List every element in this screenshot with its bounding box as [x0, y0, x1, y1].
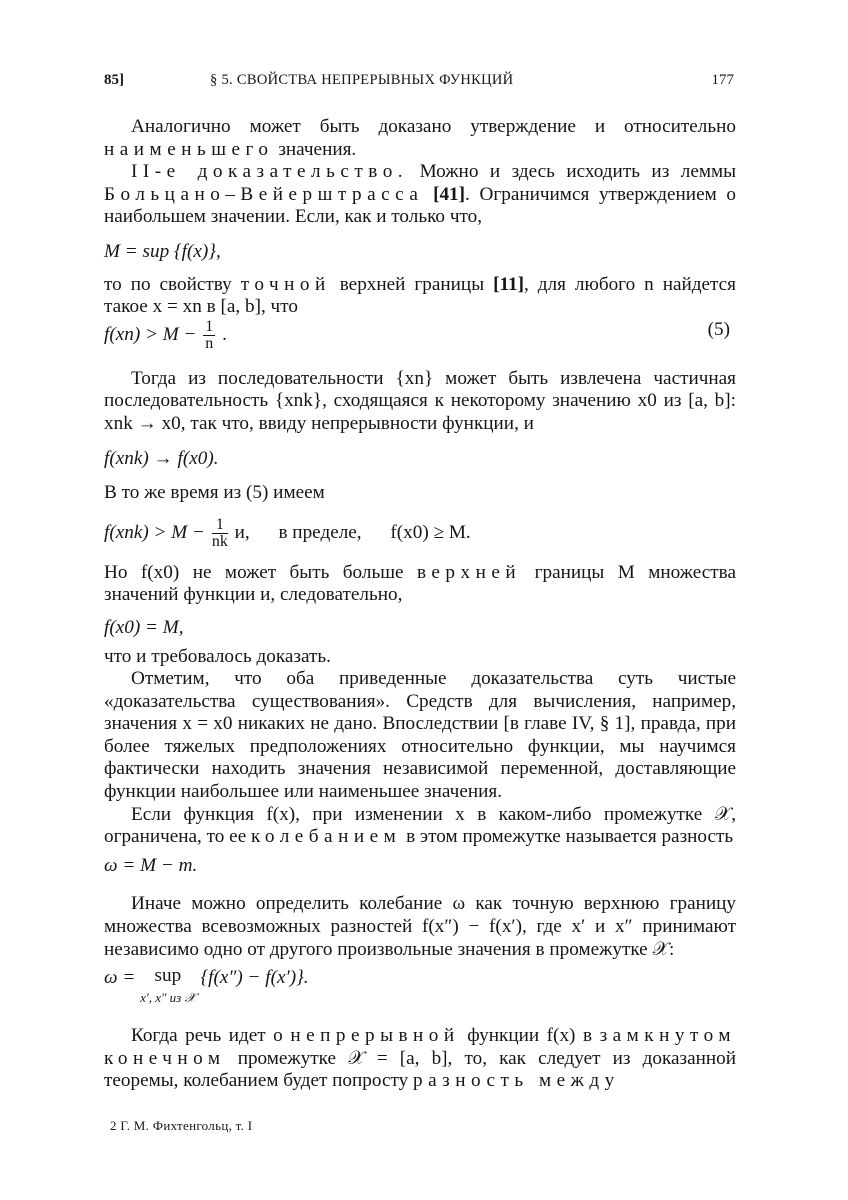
paragraph-6	[104, 562, 736, 607]
eq3-text: f(xnk) → f(x0).	[104, 447, 219, 469]
p6-text: Но f(x0) не может быть больше	[104, 561, 404, 583]
sup-operator	[140, 967, 196, 1007]
p1-text: Аналогично может быть доказано утверждение и относительно	[131, 116, 736, 137]
p3-text: то по свойству	[104, 273, 232, 295]
reference-11: [11]	[493, 273, 524, 295]
p2-text-b: . Ограничимся утверждением о наибольшем значении. Если, как и только что,	[104, 183, 736, 228]
reference-41: [41]	[433, 183, 466, 205]
paragraph-1	[104, 116, 736, 161]
equation-oscillation	[104, 855, 736, 878]
p3-text-b: верхней границы	[339, 273, 485, 295]
signature-footnote: 2 Г. М. Фихтенгольц, т. I	[110, 1118, 253, 1133]
paragraph-10: Иначе можно определить колебание ω как точную верхнюю границу множества всевозможных разностей f(x″) − f(x′), где x′ и x″ принимают независимо одно от другого произвольные значения в промежутке 𝒳:	[104, 893, 736, 960]
fraction-1-over-n	[203, 319, 215, 352]
eq7-under: x′, x″ из 𝒳	[140, 990, 196, 1006]
paragraph-8: Отметим, что оба приведенные доказательства суть чистые «доказательства существования». Средств для вычисления, например, значения x = x0 никаких не дано. Впоследствии [в главе IV, § 1], правда, при более тяжелых предположениях относительно функции, мы научимся фактически находить значения независимой переменной, доставляющие функции наибольшее или наименьшее значения.	[104, 668, 736, 803]
proof-label: II-е доказательство.	[131, 161, 409, 183]
paragraph-5: В то же время из (5) имеем	[104, 482, 325, 504]
p3-text-c: , для любого n найдется такое x = xn в [a, b], что	[104, 273, 737, 318]
equation-5	[104, 319, 736, 352]
eq7-sup: sup	[154, 965, 182, 987]
lemma-name: Больцано–Вейерштрасса	[104, 183, 424, 205]
eq1-text: M = sup {f(x)},	[104, 240, 221, 262]
p9-spaced: колебанием	[251, 826, 402, 848]
section-title: § 5. СВОЙСТВА НЕПРЕРЫВНЫХ ФУНКЦИЙ	[210, 72, 514, 88]
p11-spaced-1: непрерывной	[290, 1025, 460, 1047]
eq4-num: 1	[212, 517, 228, 534]
paragraph-7: что и требовалось доказать.	[104, 645, 331, 667]
paragraph-3	[104, 274, 736, 319]
p6-text-b: границы M множества значений функции и, следовательно,	[104, 561, 737, 606]
paragraph-9	[104, 804, 736, 849]
paragraph-11	[104, 1025, 736, 1093]
page-label-left: 85]	[104, 72, 124, 88]
p9-text: Если функция f(x), при изменении x в каком-либо промежутке 𝒳, ограничена, то ее	[104, 803, 736, 848]
eq4-lhs: f(xnk) > M −	[104, 521, 206, 543]
fraction-1-over-nk	[212, 517, 228, 550]
equation-number-5: (5)	[707, 318, 730, 340]
eq2-end: .	[222, 323, 227, 345]
eq2-den: n	[205, 334, 214, 352]
eq4-rest: и, в пределе, f(x0) ≥ M.	[234, 521, 471, 543]
equation-fx0-eq-M	[104, 617, 736, 640]
paragraph-2	[104, 161, 736, 229]
p1-end: значения.	[278, 138, 357, 160]
equation-limit	[104, 448, 736, 471]
equation-sup	[104, 241, 736, 264]
paragraph-4: Тогда из последовательности {xn} может быть извлечена частичная последовательность {xnk}, сходящаяся к некоторому значению x0 из [a, b]: xnk → x0, так что, ввиду непрерывности функции, и	[104, 367, 736, 434]
p2-text: Можно и здесь исходить из леммы	[419, 161, 737, 183]
p11-spaced-2: замкнутом конечном	[104, 1025, 736, 1069]
equation-sup-differences	[104, 967, 736, 1007]
eq5-text: f(x0) = M,	[104, 616, 184, 638]
p11-text-b: функции f(x) в	[467, 1025, 593, 1047]
p11-spaced-3: разность между	[413, 1070, 620, 1092]
running-header	[104, 72, 736, 94]
page-number: 177	[711, 72, 734, 88]
p11-text-c: промежутке 𝒳 = [a, b], то, как следует из доказанной теоремы, колебанием будет попросту	[104, 1047, 737, 1092]
eq7-rhs: {f(x″) − f(x′)}.	[200, 967, 309, 989]
p1-spaced: наименьшего	[104, 138, 274, 160]
p3-spaced: точной	[240, 273, 331, 295]
eq2-num: 1	[205, 317, 214, 335]
eq7-lhs: ω =	[104, 967, 136, 989]
eq6-text: ω = M − m.	[104, 854, 198, 876]
p11-text: Когда речь идет о	[131, 1025, 283, 1047]
p9-text-b: в этом промежутке называется разность	[406, 826, 734, 848]
page-body	[104, 116, 736, 1093]
eq2-lhs: f(xn) > M −	[104, 323, 197, 345]
eq4-den: nk	[211, 532, 228, 550]
p6-spaced: верхней	[416, 561, 522, 583]
equation-in-limit	[104, 517, 736, 550]
